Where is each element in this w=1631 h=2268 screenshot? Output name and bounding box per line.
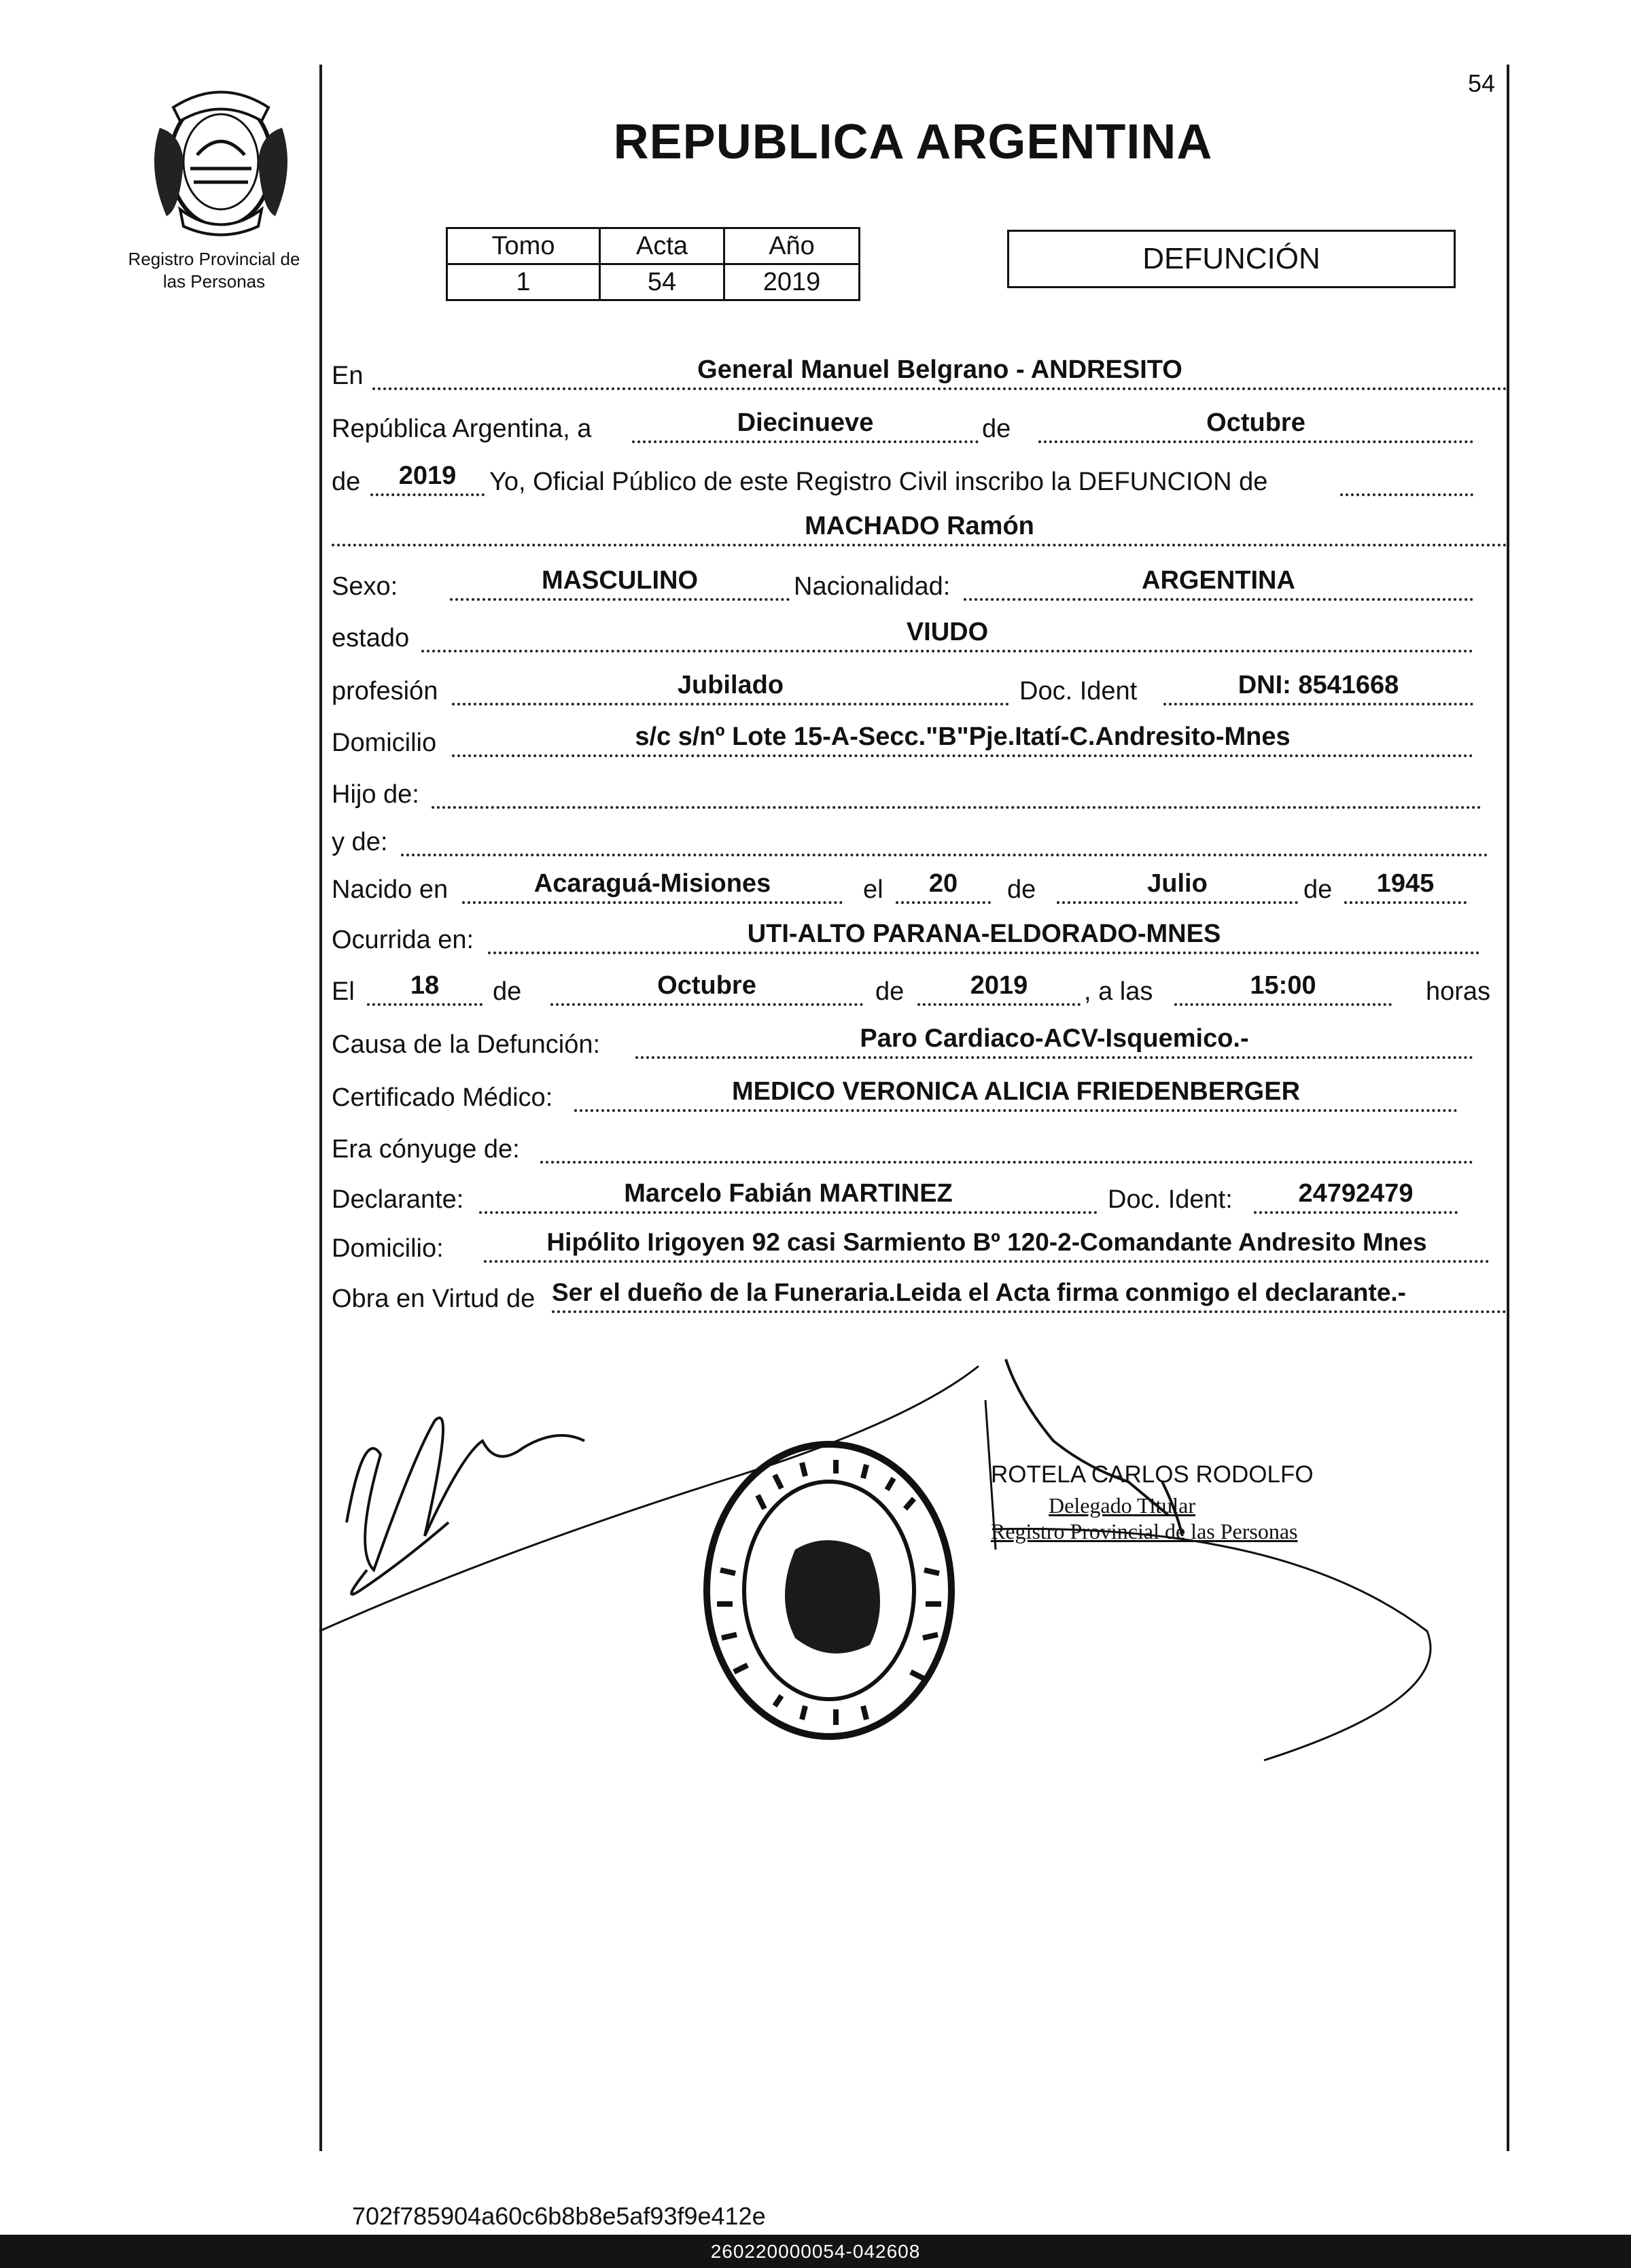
signer-role: Delegado Titular — [1049, 1493, 1195, 1518]
nacido-label: Nacido en — [332, 875, 449, 904]
nacionalidad-label: Nacionalidad: — [794, 572, 951, 601]
def-anio-field: 2019 — [917, 971, 1081, 1006]
record-type-box: DEFUNCIÓN — [1007, 230, 1456, 288]
ocurrida-field: UTI-ALTO PARANA-ELDORADO-MNES — [488, 919, 1480, 954]
sexo-field: MASCULINO — [450, 565, 790, 601]
record-table-header: Tomo — [447, 228, 600, 264]
en-label: En — [332, 362, 364, 390]
republica-label: República Argentina, a — [332, 415, 592, 443]
def-mes-field: Octubre — [550, 971, 863, 1006]
yde-field — [401, 821, 1488, 856]
nacionalidad-field: ARGENTINA — [964, 565, 1473, 601]
doc2-field: 24792479 — [1254, 1179, 1458, 1214]
yde-label: y de: — [332, 828, 388, 856]
de-label: de — [332, 468, 361, 496]
nac-anio-field: 1945 — [1344, 869, 1467, 904]
nacido-field: Acaraguá-Misiones — [462, 869, 843, 904]
domicilio2-field: Hipólito Irigoyen 92 casi Sarmiento Bº 120-2-Comandante Andresito Mnes — [484, 1227, 1490, 1263]
declarante-label: Declarante: — [332, 1185, 464, 1214]
page-title: REPUBLICA ARGENTINA — [613, 115, 1213, 169]
record-table-header: Acta — [600, 228, 724, 264]
obra-field: Ser el dueño de la Funeraria.Leida el Acta firma conmigo el declarante.- — [552, 1278, 1507, 1313]
el-label: el — [863, 875, 883, 904]
alas-label: , a las — [1084, 977, 1153, 1006]
conyuge-field — [540, 1128, 1473, 1164]
de-label: de — [875, 977, 905, 1006]
seal-caption-line1: Registro Provincial de — [128, 249, 300, 269]
el-label: El — [332, 977, 355, 1006]
seal-caption — [102, 248, 326, 293]
obra-label: Obra en Virtud de — [332, 1285, 536, 1313]
nac-dia-field: 20 — [896, 869, 991, 904]
hijo-field — [432, 773, 1481, 809]
certificado-field: MEDICO VERONICA ALICIA FRIEDENBERGER — [574, 1077, 1458, 1112]
page-number: 54 — [1468, 69, 1496, 97]
profesion-label: profesión — [332, 677, 438, 705]
profesion-field: Jubilado — [452, 670, 1009, 705]
dia-field: Diecinueve — [632, 408, 979, 443]
record-table-cell: 54 — [600, 264, 724, 300]
en-field: General Manuel Belgrano - ANDRESITO — [372, 355, 1507, 390]
domicilio2-label: Domicilio: — [332, 1234, 444, 1263]
causa-label: Causa de la Defunción: — [332, 1030, 601, 1059]
record-table-header: Año — [724, 228, 860, 264]
inscribo-text: Yo, Oficial Público de este Registro Civil inscribo la DEFUNCION de — [489, 468, 1268, 496]
hijo-label: Hijo de: — [332, 780, 419, 809]
ocurrida-label: Ocurrida en: — [332, 926, 474, 954]
def-hora-field: 15:00 — [1174, 971, 1392, 1006]
mes-field: Octubre — [1038, 408, 1473, 443]
record-table-value-row — [447, 264, 860, 300]
doc-field: DNI: 8541668 — [1163, 670, 1473, 705]
causa-field: Paro Cardiaco-ACV-Isquemico.- — [635, 1024, 1473, 1059]
provincial-seal-icon — [133, 80, 309, 237]
record-table-header-row — [447, 228, 860, 264]
declarante-field: Marcelo Fabián MARTINEZ — [479, 1179, 1098, 1214]
sexo-label: Sexo: — [332, 572, 398, 601]
doc2-label: Doc. Ident: — [1108, 1185, 1233, 1214]
record-table-cell: 2019 — [724, 264, 860, 300]
de-label: de — [1303, 875, 1333, 904]
de-label: de — [493, 977, 522, 1006]
def-dia-field: 18 — [367, 971, 483, 1006]
horas-label: horas — [1426, 977, 1491, 1006]
estado-field: VIUDO — [421, 617, 1473, 652]
left-margin-rule — [319, 65, 322, 2151]
anio-field: 2019 — [370, 461, 485, 496]
doc-label: Doc. Ident — [1019, 677, 1138, 705]
record-table — [446, 227, 860, 301]
seal-caption-line2: las Personas — [162, 271, 266, 292]
barcode-strip: 260220000054-042608 — [0, 2235, 1631, 2268]
signer-name: ROTELA CARLOS RODOLFO — [991, 1461, 1314, 1488]
official-stamp-icon — [693, 1434, 965, 1747]
domicilio-label: Domicilio — [332, 729, 437, 757]
nac-mes-field: Julio — [1057, 869, 1298, 904]
certificado-label: Certificado Médico: — [332, 1083, 553, 1112]
record-table-cell: 1 — [447, 264, 600, 300]
document-hash: 702f785904a60c6b8b8e5af93f9e412e — [352, 2202, 766, 2230]
conyuge-label: Era cónyuge de: — [332, 1135, 520, 1164]
nombre-field: MACHADO Ramón — [332, 511, 1507, 546]
estado-label: estado — [332, 624, 410, 652]
de-label: de — [982, 415, 1011, 443]
signer-organization: Registro Provincial de las Personas — [991, 1519, 1298, 1543]
domicilio-field: s/c s/nº Lote 15-A-Secc."B"Pje.Itatí-C.Andresito-Mnes — [452, 722, 1473, 757]
blank-field — [1340, 461, 1473, 496]
de-label: de — [1007, 875, 1036, 904]
